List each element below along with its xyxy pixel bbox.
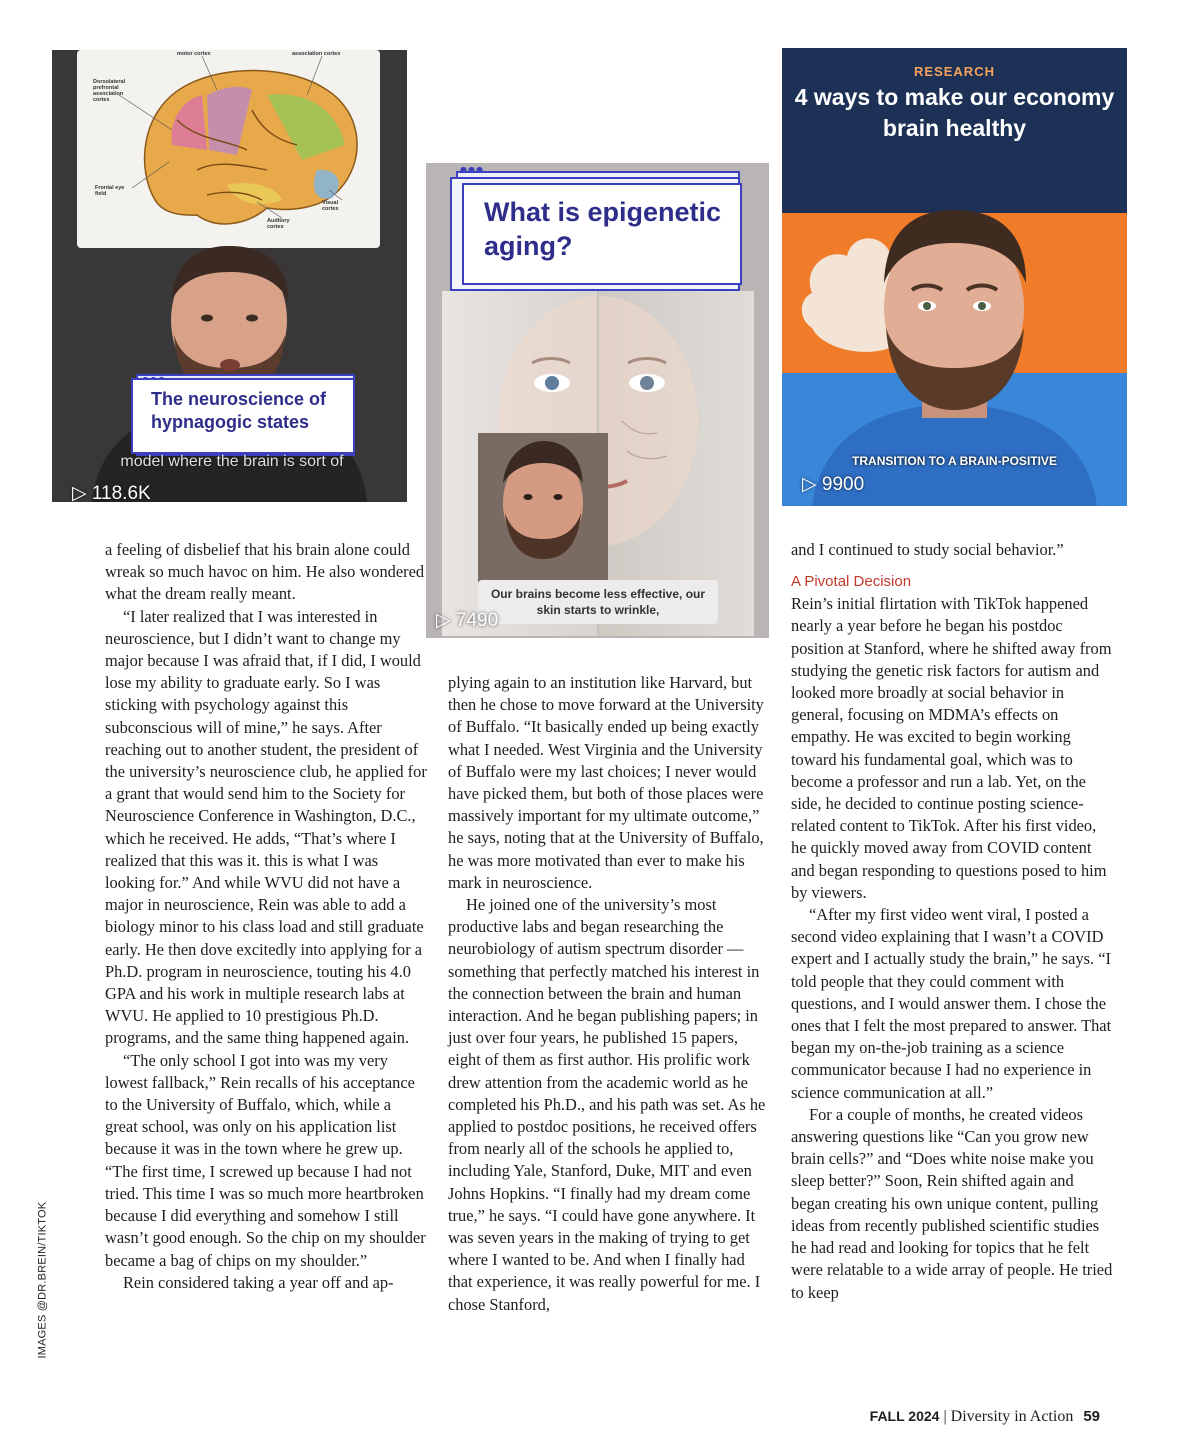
video-caption: 4 ways to make our economy brain healthy xyxy=(794,84,1115,141)
section-heading: A Pivotal Decision xyxy=(791,573,912,591)
diagram-label: association cortex xyxy=(292,51,341,57)
article-column-1 xyxy=(105,539,427,1294)
paragraph: Rein’s initial flirtation with TikTok happened nearly a year before he began his postdoc position at Stanford, where he shifted away from studying the genetic risk factors for autism and looked more broadly at social behavior in general, focusing on MDMA’s effects on empathy. He was excited to begin working toward his fundamental goal, which was to become a professor and run a lab. Yet, on the side, he decided to continue posting science-related content to TikTok. After his first video, he quickly moved away from COVID content and began responding to questions posed to him by viewers. xyxy=(791,594,1112,902)
paragraph: “The only school I got into was my very lowest fallback,” Rein recalls of his acceptance to the University of Buffalo, which, while a great school, was only on his application list because it was in the town where he grew up. “The first time, I screwed up because I had not tried. This time I was so much more heartbroken because I did everything and somehow I still wasn’t good enough. So the chip on my shoulder became a bag of chips on my shoulder.” xyxy=(105,1050,426,1270)
tiktok-thumbnail-economy[interactable] xyxy=(782,48,1127,506)
paragraph: “After my first video went viral, I posted a second video explaining that I wasn’t a COVID expert and I actually study the brain,” he says. “I told people that they could comment with questions, and I would answer them. I chose the ones that I felt the most prepared to answer. That began my on-the-job training as a science communicator because I had no experience in science communication at all.” xyxy=(791,905,1112,1102)
diagram-label: Dorsolateral prefrontal association cortex xyxy=(93,79,126,103)
diagram-label: Visual cortex xyxy=(322,200,339,212)
creator-portrait xyxy=(478,433,608,583)
diagram-label: Frontal eye field xyxy=(95,185,125,197)
view-count: ▷ 9900 xyxy=(802,474,865,495)
video-caption: What is epigenetic aging? xyxy=(484,197,722,261)
image-credit xyxy=(30,1198,50,1363)
page-number: 59 xyxy=(1083,1408,1100,1425)
diagram-label: motor cortex xyxy=(177,51,211,57)
video-subtitle: Our brains become less effective, our skin starts to wrinkle, xyxy=(478,580,718,624)
page-footer xyxy=(870,1408,1100,1426)
tiktok-thumbnail-hypnagogic[interactable] xyxy=(52,50,407,502)
video-subtitle: model where the brain is sort of xyxy=(120,453,344,470)
research-kicker: RESEARCH xyxy=(914,64,995,79)
paragraph: and I continued to study social behavior.” xyxy=(791,540,1064,559)
paragraph: plying again to an institution like Harvard, but then he chose to move forward at the University of Buffalo. “It basically ended up being exactly what I needed. West Virginia and the University of Buffalo were my last choices; I never would have picked them, but both of those places were massively important for my ultimate outcome,” he says, noting that at the University of Buffalo, he was more motivated than ever to make his mark in neuroscience. xyxy=(448,673,764,892)
paragraph: He joined one of the university’s most productive labs and began researching the neurobiology of autism spectrum disorder — something that perfectly matched his interest in the connection between the brain and human interaction. And he began publishing papers; in just over four years, he published 15 papers, eight of them as first author. His prolific work drew attention from the academic world as he completed his Ph.D., and his path was set. As he applied to postdoc positions, he received offers from nearly all of the schools he applied to, including Yale, Stanford, Duke, MIT and even Johns Hopkins. “I finally had my dream come true,” he says. “I could have gone anywhere. It was seven years in the making of trying to get where I wanted to be. And when I finally had that experience, it was really powerful for me. I chose Stanford, xyxy=(448,895,766,1314)
video-subtitle: TRANSITION TO A BRAIN-POSITIVE xyxy=(852,454,1057,468)
article-column-2 xyxy=(448,672,770,1316)
issue-season: FALL 2024 xyxy=(869,1408,940,1424)
paragraph: “I later realized that I was interested in neuroscience, but I didn’t want to change my major because I was afraid that, if I did, I would lose my ability to graduate early. So I was sticking with psychology against this subconscious will of mine,” he says. After reaching out to another student, the president of the university’s neuroscience club, he applied for a grant that would send him to the Society for Neuroscience Conference in Washington, D.C., which he received. He adds, “That’s where I realized that this was it. this is what I was looking for.” And while WVU did not have a major in neuroscience, Rein was able to add a biology minor to his class load and still graduate early. He then dove excitedly into applying for a Ph.D. program in neuroscience, touting his 4.0 GPA and his work in multiple research labs at WVU. He applied to 10 prestigious Ph.D. programs, and the same thing happened again. xyxy=(105,606,427,1048)
diagram-label: Auditory cortex xyxy=(267,218,290,230)
window-dots-icon: ●●● xyxy=(460,165,484,174)
paragraph: Rein considered taking a year off and ap- xyxy=(123,1272,394,1292)
tiktok-thumbnail-epigenetic[interactable] xyxy=(426,163,769,638)
footer-separator: | xyxy=(943,1408,947,1425)
image-credit-text: IMAGES @DR.BREIN/TIKTOK xyxy=(36,1201,49,1359)
article-column-3 xyxy=(791,539,1113,1304)
publication-name: Diversity in Action xyxy=(950,1408,1074,1425)
paragraph: a feeling of disbelief that his brain alone could wreak so much havoc on him. He also wondered what the dream really meant. xyxy=(105,540,425,604)
view-count: ▷ 118.6K xyxy=(72,483,151,502)
view-count: ▷ 7490 xyxy=(436,610,499,631)
video-caption: The neuroscience of hypnagogic states xyxy=(151,389,327,432)
brain-diagram-panel xyxy=(77,50,380,248)
paragraph: For a couple of months, he created videos answering questions like “Can you grow new brain cells?” and “Does white noise make you sleep better?” Soon, Rein shifted again and began creating his own unique content, pulling ideas from recently published scientific studies he had read and looking for topics that he felt were relatable to a wide array of people. He tried to keep xyxy=(791,1104,1113,1302)
